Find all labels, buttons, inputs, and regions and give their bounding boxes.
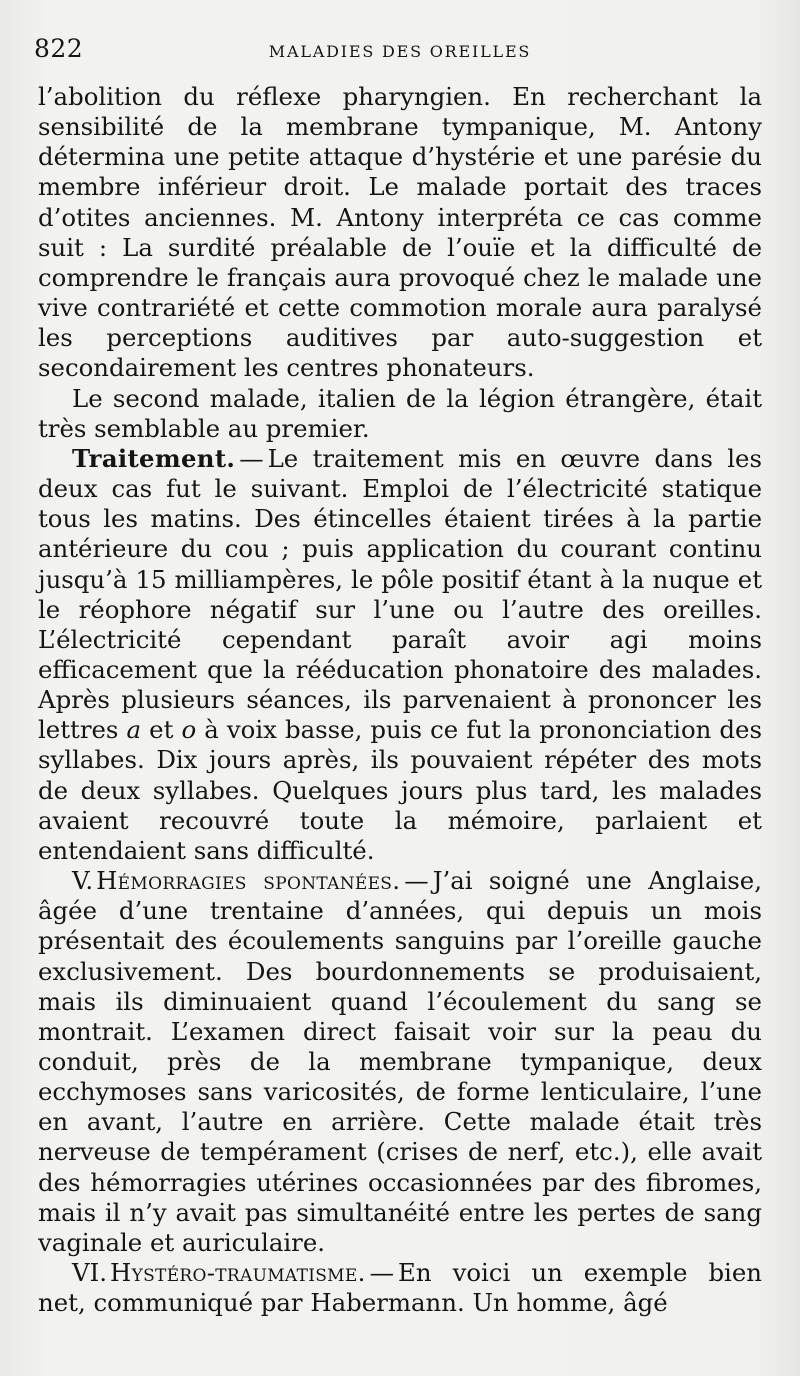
section-v-text: J’ai soigné une Anglaise, âgée d’une trentaine d’années, qui depuis un mois présentait des écoulements sanguins par l’oreille gauche exclusivement. Des bourdonnements se produisaient, mais ils diminuaient quand l’écoulement du sang se montrait. L’examen direct faisait voir sur la peau du conduit, près de la membrane tympanique, deux ecchymoses sans varicosités, de forme lenticulaire, l’une en avant, l’autre en arrière. Cette malade était très nerveuse de tempérament (crises de nerf, etc.), elle avait des hémorragies utérines occasionnées par des fibromes, mais il n’y avait pas simultanéité entre les pertes de sang vaginale et auriculaire. [38,866,762,1257]
running-header [34,30,762,80]
page-number: 822 [34,34,84,63]
treatment-lead-heading: Traitement. [72,443,236,473]
conjunction-et: et [149,715,174,745]
section-vi-heading: Hystéro-traumatisme. [110,1258,366,1288]
section-v-number: V. [72,866,94,896]
treatment-text-end: à voix basse, puis ce fut la prononciation des syllabes. Dix jours après, ils pouvaient répéter des mots de deux syllabes. Quelques jours plus tard, les malades avaient recouvré toute la mémoire, parlaient et entendaient sans difficulté. [38,715,762,865]
body-text [38,82,762,1318]
em-dash: — [239,443,264,473]
paragraph-second-patient: Le second malade, italien de la légion étrangère, était très semblable au premier. [38,383,762,443]
em-dash: — [369,1258,395,1288]
running-title: MALADIES DES OREILLES [268,42,532,61]
em-dash: — [404,866,429,896]
treatment-text: Le traitement mis en œuvre dans les deux cas fut le suivant. Emploi de l’électricité statique tous les matins. Des étincelles étaient tirées à la partie antérieure du cou ; puis application du courant continu jusqu’à 15 milliampères, le pôle positif étant à la nuque et le réophore négatif sur l’une ou l’autre des oreilles. L’électricité cependant paraît avoir agi moins efficacement que la rééducation phonatoire des malades. Après plusieurs séances, ils parvenaient à prononcer les lettres [38,443,762,745]
section-vi-number: VI. [72,1258,108,1288]
paragraph-antony-case: l’abolition du réflexe pharyngien. En recherchant la sensibilité de la membrane tympanique, M. Antony détermina une petite attaque d’hystérie et une parésie du membre inférieur droit. Le malade portait des traces d’otites anciennes. M. Antony interpréta ce cas comme suit : La surdité préalable de l’ouïe et la difficulté de comprendre le français aura provoqué chez le malade une vive contrariété et cette commotion morale aura paralysé les perceptions auditives par auto-suggestion et secondairement les centres phonateurs. [38,82,762,383]
paragraph-treatment [38,444,762,866]
letter-o: o [181,715,197,745]
section-vi-paragraph [38,1258,762,1318]
section-v-paragraph [38,866,762,1258]
letter-a: a [126,715,142,745]
section-v-heading: Hémorragies spontanées. [96,866,401,896]
section-vi-text: En voici un exemple bien net, communiqué par Habermann. Un homme, âgé [38,1258,762,1318]
